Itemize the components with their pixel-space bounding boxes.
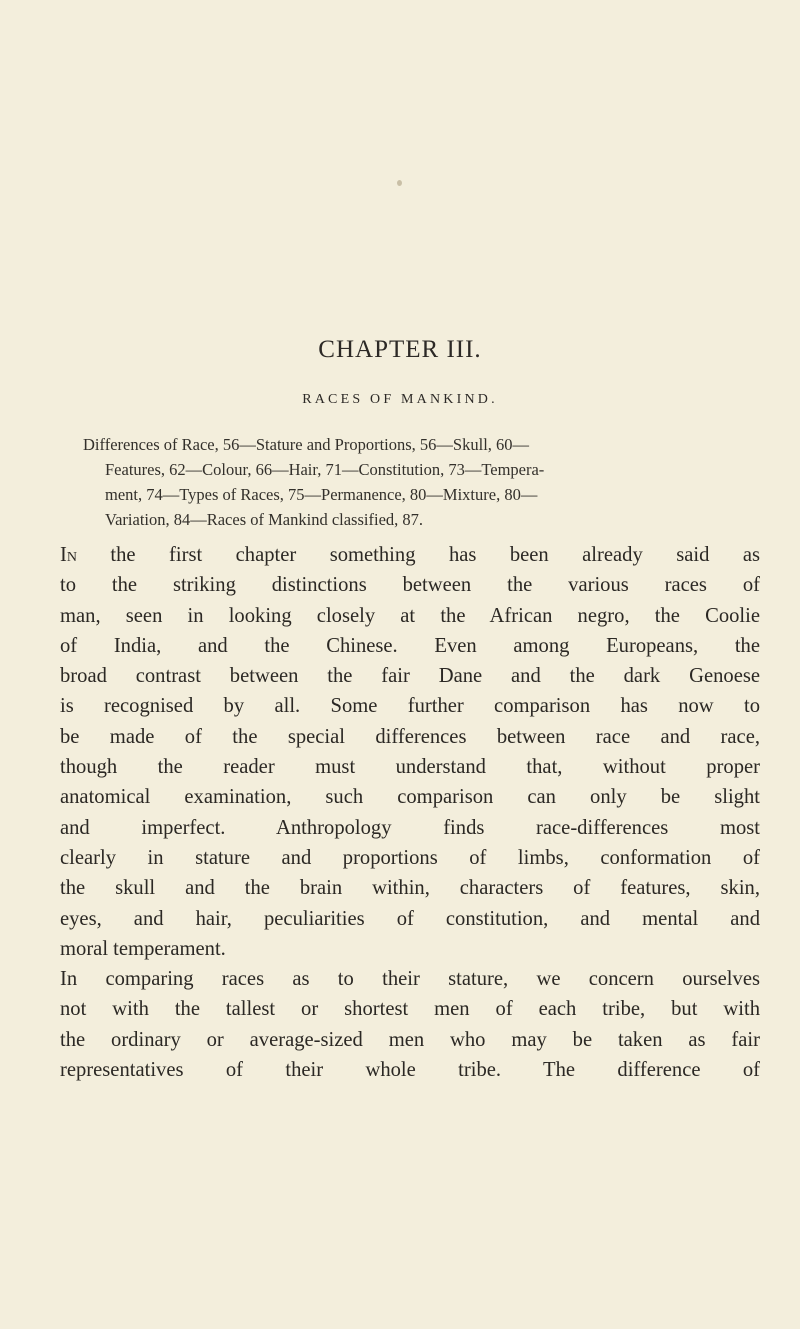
chapter-summary [83, 432, 763, 532]
body-line: moral temperament. [60, 937, 226, 960]
body-line: clearly in stature and proportions of limbs, conformation of [60, 846, 760, 869]
body-line: the ordinary or average-sized men who may be taken as fair [60, 1028, 760, 1051]
first-line-rest: the first chapter something has been already said as [76, 544, 760, 566]
paragraph-1-first-line [60, 540, 760, 570]
ink-speck [397, 180, 402, 186]
body-line: to the striking distinctions between the various races of [60, 574, 760, 597]
body-line: and imperfect. Anthropology finds race-differences most [60, 816, 760, 839]
summary-line: Features, 62—Colour, 66—Hair, 71—Constitution, 73—Tempera- [105, 460, 545, 479]
summary-line: Differences of Race, 56—Stature and Proportions, 56—Skull, 60— [83, 435, 530, 454]
body-line: man, seen in looking closely at the African negro, the Coolie [60, 604, 760, 627]
body-line: representatives of their whole tribe. The difference of [60, 1059, 760, 1082]
summary-line: Variation, 84—Races of Mankind classified, 87. [105, 510, 424, 529]
chapter-subtitle: RACES OF MANKIND. [302, 392, 498, 407]
body-line: the skull and the brain within, characters of features, skin, [60, 877, 760, 900]
body-line: broad contrast between the fair Dane and the dark Genoese [60, 665, 760, 688]
body-line: though the reader must understand that, without proper [60, 756, 760, 779]
summary-line: ment, 74—Types of Races, 75—Permanence, 80—Mixture, 80— [105, 485, 538, 504]
body-line: In comparing races as to their stature, we concern ourselves [60, 968, 760, 991]
body-line: is recognised by all. Some further comparison has now to [60, 695, 760, 718]
body-line: eyes, and hair, peculiarities of constitution, and mental and [60, 907, 760, 930]
body-line: not with the tallest or shortest men of each tribe, but with [60, 998, 760, 1021]
body-line: be made of the special differences between race and race, [60, 725, 760, 748]
lead-word: In [60, 544, 77, 566]
chapter-title: CHAPTER III. [318, 336, 482, 363]
body-line: anatomical examination, such comparison can only be slight [60, 786, 760, 809]
body-line: of India, and the Chinese. Even among Europeans, the [60, 634, 760, 657]
body-text [60, 540, 760, 1085]
